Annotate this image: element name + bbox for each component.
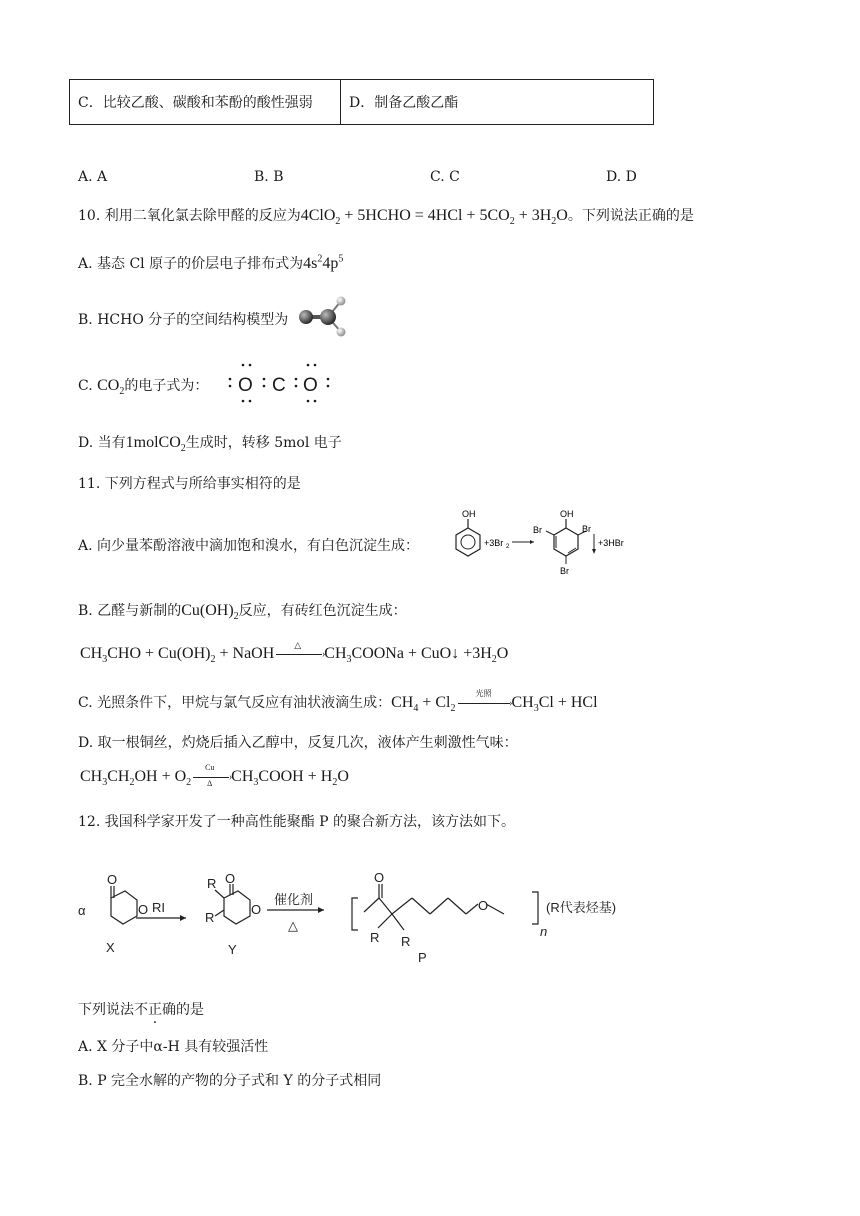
q10-option-c (78, 375, 208, 397)
p-carbonyl-o: O (374, 870, 385, 885)
hcho-ball-stick-model-icon (294, 294, 350, 340)
q11-option-b-prefix: B. 乙醛与新制的 (78, 603, 182, 619)
heat-label: △ (288, 918, 298, 933)
q10-option-c-prefix: C. (78, 378, 98, 394)
q12-option-a: A. X 分子中α-H 具有较强活性 (78, 1039, 269, 1055)
p-r-left: R (370, 930, 380, 945)
option-d-cell: D．制备乙酸乙酯 (341, 80, 654, 125)
p-r-right: R (401, 934, 411, 949)
x-ring-o: O (138, 902, 149, 917)
co2-amount: 1molCO$_2$ (125, 434, 186, 455)
q11-option-a-text: A. 向少量苯酚溶液中滴加饱和溴水，有白色沉淀生成： (78, 538, 420, 554)
q12-question-emphasis: 不正确 (134, 1002, 176, 1018)
light-condition: 光照 (475, 689, 492, 698)
q12-option-b: B. P 完全水解的产物的分子式和 Y 的分子式相同 (78, 1073, 382, 1089)
copper-catalyst: Cu (205, 763, 215, 772)
q10-option-a (78, 253, 343, 273)
svg-text:Br: Br (533, 525, 542, 535)
q12-question-suffix: 的是 (176, 1002, 204, 1018)
co2-electron-dot-formula (226, 357, 336, 409)
y-label: Y (228, 942, 237, 957)
svg-text:OH: OH (560, 509, 574, 519)
alpha-label: α (78, 903, 86, 918)
q10-option-d-suffix: 生成时，转移 5mol 电子 (185, 435, 342, 451)
svg-text:Br: Br (560, 566, 569, 576)
q11-option-c-equation: $CH_4 + Cl_2$ › 光照 $CH_3Cl$ + HCl (391, 689, 598, 715)
cuoh2-formula: $Cu(OH)_2$ (181, 602, 239, 623)
svg-text:+3HBr: +3HBr (598, 538, 624, 548)
p-ester-o: O (478, 898, 489, 913)
q9-choice-c: C. C (430, 169, 460, 185)
heat-condition-2: Δ (207, 779, 213, 788)
repeat-n: n (540, 924, 548, 939)
reagent-ri: RI (152, 900, 165, 915)
q9-choice-d: D. D (606, 169, 637, 185)
q11-option-b (78, 600, 407, 622)
q12-stem: 12. 我国科学家开发了一种高性能聚酯 P 的聚合新方法，该方法如下。 (78, 814, 516, 830)
r-note: (R代表烃基) (546, 900, 617, 915)
q10-option-b-text: B. HCHO 分子的空间结构模型为 (78, 312, 289, 328)
q10-stem-suffix: 。下列说法正确的是 (567, 208, 694, 224)
svg-text:O: O (303, 375, 318, 396)
q11-option-c (78, 689, 598, 715)
svg-text:O: O (238, 375, 253, 396)
q10-option-a-text: A. 基态 Cl 原子的价层电子排布式为 (78, 256, 304, 272)
q11-option-b-suffix: 反应，有砖红色沉淀生成： (238, 603, 407, 619)
q10-stem-prefix: 10. 利用二氧化氯去除甲醛的反应为 (78, 208, 301, 224)
svg-text:OH: OH (462, 509, 476, 519)
q10-option-c-text: 的电子式为： (124, 378, 209, 394)
p-label: P (418, 950, 427, 965)
q9-choice-a: A. A (78, 169, 108, 185)
y-carbonyl-o: O (225, 871, 236, 886)
q10-option-b (78, 309, 288, 329)
q11-option-b-equation: $CH_3CHO + Cu(OH)_2$ + NaOH › △ $CH_3COONa$ + CuO↓ $+3H_2O$ (80, 640, 509, 666)
q9-choice-b: B. B (254, 169, 284, 185)
options-table (69, 79, 654, 125)
q10-equation: 4ClO$_2$ + 5HCHO = $4HCl + 5CO_2 + 3H_2O$ (300, 207, 568, 228)
phenol-bromination-equation (446, 506, 646, 580)
q12-question-prefix: 下列说法 (78, 1002, 134, 1018)
q12-question (78, 999, 204, 1019)
q10-option-d-prefix: D. 当有 (78, 435, 126, 451)
option-c-cell: C．比较乙酸、碳酸和苯酚的酸性强弱 (70, 80, 341, 125)
q10-stem (78, 205, 694, 227)
y-ring-o: O (251, 902, 262, 917)
y-r-top: R (207, 876, 217, 891)
heat-condition: △ (294, 640, 302, 650)
polymerization-scheme (74, 870, 617, 966)
q11-option-d-equation: $CH_3CH_2OH + O_2$ › Cu Δ $CH_3COOH + H_2O$ (80, 763, 349, 789)
y-r-bottom: R (205, 910, 215, 925)
x-label: X (106, 940, 115, 955)
svg-text:Br: Br (582, 524, 591, 534)
svg-text:+3Br: +3Br (484, 538, 504, 548)
q11-option-d-text: D. 取一根铜丝，灼烧后插入乙醇中，反复几次，液体产生刺激性气味： (78, 735, 518, 751)
q10-option-d (78, 432, 342, 454)
q11-option-c-text: C. 光照条件下，甲烷与氯气反应有油状液滴生成： (78, 695, 392, 711)
x-carbonyl-o: O (107, 872, 118, 887)
cl-electron-config: $4s^24p^5$ (303, 253, 344, 272)
catalyst-label: 催化剂 (274, 892, 314, 907)
svg-text:2: 2 (506, 544, 510, 550)
q11-stem: 11. 下列方程式与所给事实相符的是 (78, 476, 301, 492)
svg-text:C: C (272, 375, 286, 396)
co2-formula: $CO_2$ (97, 377, 125, 398)
